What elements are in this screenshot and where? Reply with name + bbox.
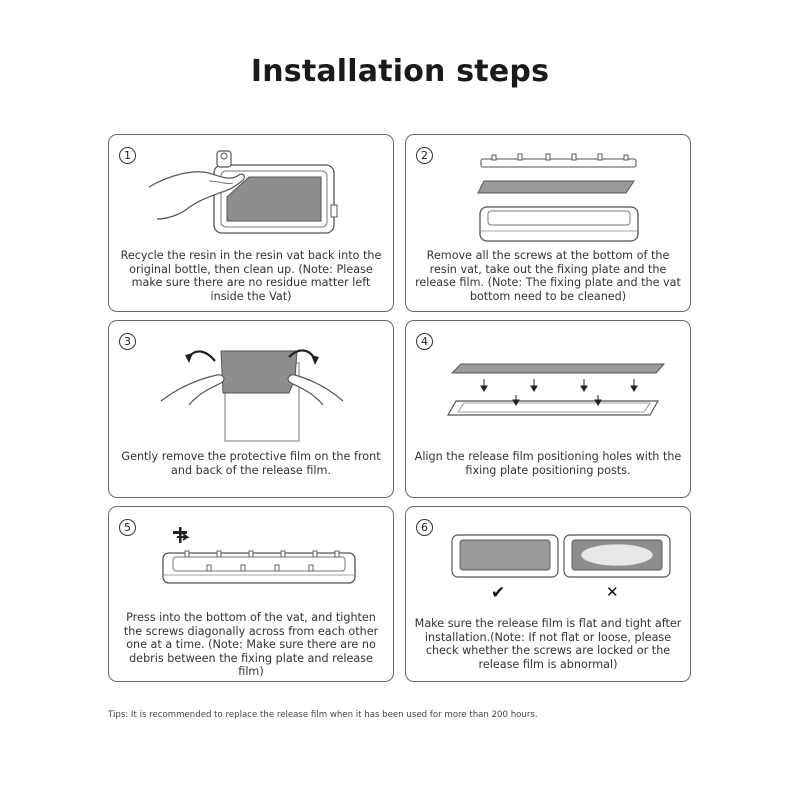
step-card-6 — [405, 506, 691, 682]
step-1-illustration — [109, 135, 395, 245]
step-card-5 — [108, 506, 394, 682]
step-description: Recycle the resin in the resin vat back into the original bottle, then clean up. (Note: Please make sure there are no residue matter left inside the Vat) — [120, 249, 382, 303]
step-5-illustration — [109, 507, 395, 607]
step-card-1 — [108, 134, 394, 312]
step-number-badge: 6 — [416, 519, 433, 536]
step-card-3 — [108, 320, 394, 498]
step-description: Remove all the screws at the bottom of the resin vat, take out the fixing plate and the release film. (Note: The fixing plate and the vat bottom need to be cleaned) — [415, 249, 681, 303]
step-description: Gently remove the protective film on the front and back of the release film. — [121, 450, 381, 477]
step-description: Align the release film positioning holes with the fixing plate positioning posts. — [414, 450, 682, 477]
wrong-mark: ✕ — [606, 583, 619, 601]
step-description: Press into the bottom of the vat, and tighten the screws diagonally across from each other one at a time. (Note: Make sure there are no debris between the fixing plate and release film) — [123, 611, 379, 679]
page-title: Installation steps — [250, 54, 550, 89]
tips-note: Tips: It is recommended to replace the release film when it has been used for more than 200 hours. — [108, 710, 538, 720]
step-number-badge: 5 — [119, 519, 136, 536]
step-number-badge: 2 — [416, 147, 433, 164]
step-number-badge: 1 — [119, 147, 136, 164]
step-number-badge: 3 — [119, 333, 136, 350]
step-4-illustration — [406, 321, 692, 446]
step-description: Make sure the release film is flat and tight after installation.(Note: If not flat or loose, please check whether the screws are locked or the release film is abnormal) — [414, 617, 682, 671]
step-2-illustration — [406, 135, 692, 245]
step-card-2 — [405, 134, 691, 312]
correct-mark: ✔ — [491, 583, 506, 603]
step-6-illustration — [406, 507, 692, 579]
step-card-4 — [405, 320, 691, 498]
step-3-illustration — [109, 321, 395, 446]
step-number-badge: 4 — [416, 333, 433, 350]
